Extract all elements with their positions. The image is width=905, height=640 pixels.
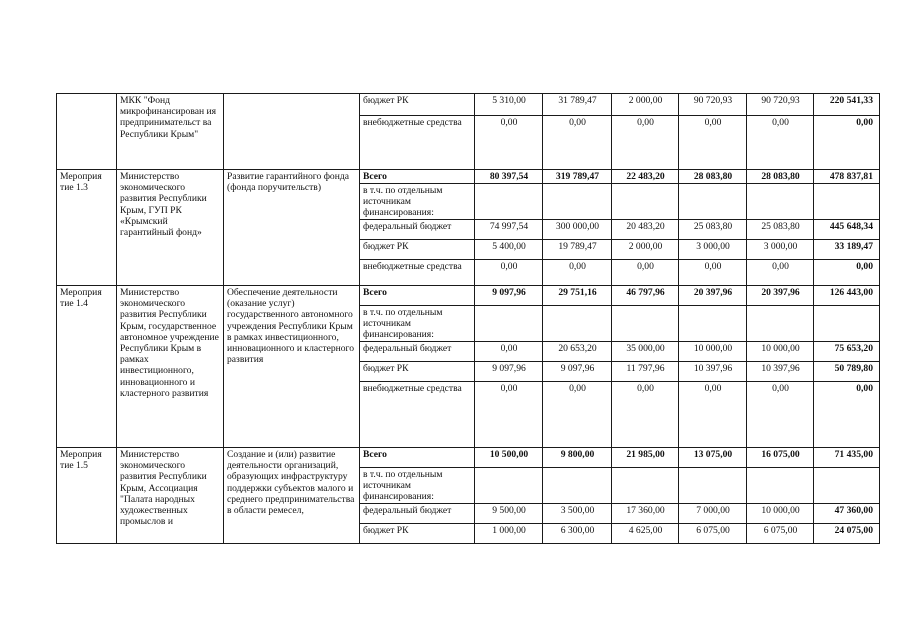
amount-cell: 300 000,00	[543, 220, 612, 240]
table-cell: бюджет РК	[360, 94, 475, 116]
amount-cell: 10 000,00	[747, 504, 814, 524]
table-cell	[57, 94, 117, 170]
amount-cell: 50 789,80	[814, 362, 880, 382]
table-row	[57, 170, 880, 184]
amount-cell: 0,00	[612, 260, 679, 286]
amount-cell: 11 797,96	[612, 362, 679, 382]
amount-cell: 5 310,00	[475, 94, 543, 116]
amount-cell: 0,00	[679, 116, 747, 170]
amount-cell: 0,00	[475, 382, 543, 448]
table-cell: внебюджетные средства	[360, 382, 475, 448]
amount-cell: 5 400,00	[475, 240, 543, 260]
amount-cell: 3 000,00	[679, 240, 747, 260]
table-cell: бюджет РК	[360, 240, 475, 260]
amount-cell: 20 397,96	[747, 286, 814, 306]
table-cell: федеральный бюджет	[360, 342, 475, 362]
table-cell: МКК "Фонд микрофинансирован ия предпринимательст ва Республики Крым"	[117, 94, 224, 170]
table-cell: в т.ч. по отдельным источникам финансирования:	[360, 184, 475, 220]
amount-cell: 2 000,00	[612, 94, 679, 116]
amount-cell: 3 000,00	[747, 240, 814, 260]
table-cell: Мероприя тие 1.3	[57, 170, 117, 286]
table-cell	[543, 184, 612, 220]
table-cell: Министерство экономического развития Республики Крым, государственное автономное учреждение Республики Крым в рамках инвестиционного, инновационного и кластерного развития	[117, 286, 224, 448]
amount-cell: 10 397,96	[747, 362, 814, 382]
table-cell: бюджет РК	[360, 362, 475, 382]
table-cell: Мероприя тие 1.4	[57, 286, 117, 448]
amount-cell: 31 789,47	[543, 94, 612, 116]
table-cell: внебюджетные средства	[360, 116, 475, 170]
table-row	[57, 448, 880, 468]
amount-cell: 0,00	[475, 116, 543, 170]
table-cell	[475, 184, 543, 220]
amount-cell: 7 000,00	[679, 504, 747, 524]
table-cell	[612, 184, 679, 220]
amount-cell: 9 097,96	[543, 362, 612, 382]
amount-cell: 10 500,00	[475, 448, 543, 468]
table-cell	[612, 306, 679, 342]
amount-cell: 17 360,00	[612, 504, 679, 524]
table-cell	[612, 468, 679, 504]
amount-cell: 10 397,96	[679, 362, 747, 382]
amount-cell: 10 000,00	[679, 342, 747, 362]
amount-cell: 126 443,00	[814, 286, 880, 306]
amount-cell: 0,00	[543, 382, 612, 448]
table-cell: Министерство экономического развития Республики Крым, ГУП РК «Крымский гарантийный фонд»	[117, 170, 224, 286]
amount-cell: 25 083,80	[679, 220, 747, 240]
table-cell	[814, 306, 880, 342]
amount-cell: 28 083,80	[679, 170, 747, 184]
amount-cell: 19 789,47	[543, 240, 612, 260]
table-cell: в т.ч. по отдельным источникам финансирования:	[360, 468, 475, 504]
amount-cell: 0,00	[475, 260, 543, 286]
amount-cell: 90 720,93	[679, 94, 747, 116]
amount-cell: 9 800,00	[543, 448, 612, 468]
amount-cell: 20 483,20	[612, 220, 679, 240]
amount-cell: 6 075,00	[679, 524, 747, 544]
table-cell: Всего	[360, 170, 475, 184]
amount-cell: 9 097,96	[475, 362, 543, 382]
table-cell: Мероприя тие 1.5	[57, 448, 117, 544]
table-cell	[747, 184, 814, 220]
table-cell: Всего	[360, 286, 475, 306]
table-cell	[475, 468, 543, 504]
table-cell	[814, 184, 880, 220]
amount-cell: 0,00	[612, 382, 679, 448]
amount-cell: 9 500,00	[475, 504, 543, 524]
amount-cell: 80 397,54	[475, 170, 543, 184]
table-cell: внебюджетные средства	[360, 260, 475, 286]
amount-cell: 0,00	[814, 260, 880, 286]
amount-cell: 22 483,20	[612, 170, 679, 184]
table-cell: Министерство экономического развития Республики Крым, Ассоциация "Палата народных художественных промыслов и	[117, 448, 224, 544]
table-cell: федеральный бюджет	[360, 504, 475, 524]
amount-cell: 6 075,00	[747, 524, 814, 544]
amount-cell: 4 625,00	[612, 524, 679, 544]
amount-cell: 0,00	[747, 382, 814, 448]
amount-cell: 71 435,00	[814, 448, 880, 468]
amount-cell: 220 541,33	[814, 94, 880, 116]
table-cell	[475, 306, 543, 342]
table-cell	[679, 306, 747, 342]
amount-cell: 1 000,00	[475, 524, 543, 544]
table-cell: в т.ч. по отдельным источникам финансирования:	[360, 306, 475, 342]
amount-cell: 0,00	[679, 382, 747, 448]
amount-cell: 0,00	[612, 116, 679, 170]
amount-cell: 20 397,96	[679, 286, 747, 306]
amount-cell: 29 751,16	[543, 286, 612, 306]
table-row	[57, 286, 880, 306]
amount-cell: 0,00	[747, 116, 814, 170]
table-cell	[679, 184, 747, 220]
amount-cell: 0,00	[814, 116, 880, 170]
amount-cell: 445 648,34	[814, 220, 880, 240]
amount-cell: 478 837,81	[814, 170, 880, 184]
amount-cell: 0,00	[543, 260, 612, 286]
amount-cell: 10 000,00	[747, 342, 814, 362]
amount-cell: 20 653,20	[543, 342, 612, 362]
funding-table	[56, 93, 880, 544]
table-cell	[543, 468, 612, 504]
amount-cell: 13 075,00	[679, 448, 747, 468]
table-body	[57, 94, 880, 544]
table-cell: Обеспечение деятельности (оказание услуг) государственного автономного учреждения Республики Крым в рамках инвестиционного, инновационного и кластерного развития	[224, 286, 360, 448]
amount-cell: 35 000,00	[612, 342, 679, 362]
table-cell	[679, 468, 747, 504]
table-cell	[543, 306, 612, 342]
amount-cell: 319 789,47	[543, 170, 612, 184]
table-cell: федеральный бюджет	[360, 220, 475, 240]
amount-cell: 0,00	[543, 116, 612, 170]
amount-cell: 9 097,96	[475, 286, 543, 306]
amount-cell: 21 985,00	[612, 448, 679, 468]
amount-cell: 46 797,96	[612, 286, 679, 306]
table-cell: Создание и (или) развитие деятельности организаций, образующих инфраструктуру поддержки субъектов малого и среднего предпринимательства в области ремесел,	[224, 448, 360, 544]
table-cell	[747, 468, 814, 504]
table-cell	[747, 306, 814, 342]
amount-cell: 47 360,00	[814, 504, 880, 524]
table-cell: Всего	[360, 448, 475, 468]
table-cell	[814, 468, 880, 504]
amount-cell: 24 075,00	[814, 524, 880, 544]
amount-cell: 6 300,00	[543, 524, 612, 544]
amount-cell: 3 500,00	[543, 504, 612, 524]
amount-cell: 28 083,80	[747, 170, 814, 184]
amount-cell: 0,00	[747, 260, 814, 286]
table-row	[57, 94, 880, 116]
amount-cell: 0,00	[679, 260, 747, 286]
table-cell: Развитие гарантийного фонда (фонда поручительств)	[224, 170, 360, 286]
amount-cell: 0,00	[814, 382, 880, 448]
table-cell	[224, 94, 360, 170]
amount-cell: 25 083,80	[747, 220, 814, 240]
amount-cell: 75 653,20	[814, 342, 880, 362]
amount-cell: 2 000,00	[612, 240, 679, 260]
amount-cell: 16 075,00	[747, 448, 814, 468]
amount-cell: 33 189,47	[814, 240, 880, 260]
amount-cell: 0,00	[475, 342, 543, 362]
amount-cell: 74 997,54	[475, 220, 543, 240]
amount-cell: 90 720,93	[747, 94, 814, 116]
table-cell: бюджет РК	[360, 524, 475, 544]
